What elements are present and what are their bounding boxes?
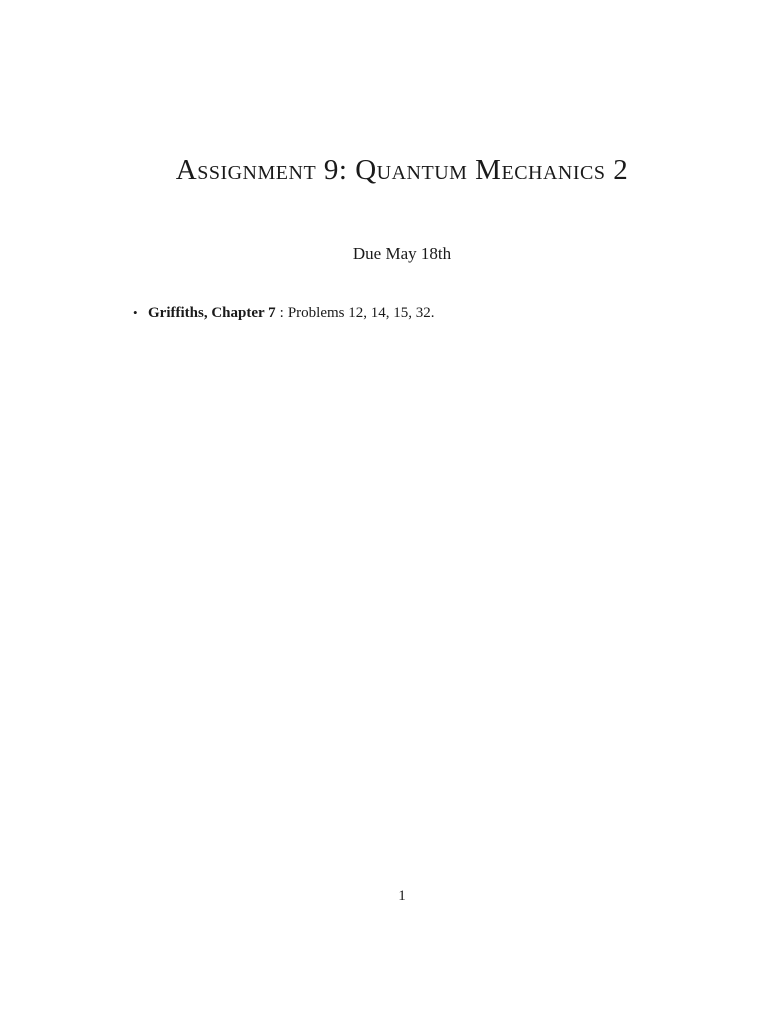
assignment-list — [133, 303, 434, 323]
item-source: Griffiths, Chapter 7 — [148, 305, 276, 321]
list-item — [133, 303, 434, 323]
document-title: Assignment 9: Quantum Mechanics 2 — [175, 154, 629, 186]
item-text: Problems 12, 14, 15, 32. — [287, 305, 435, 321]
due-date: Due May 18th — [352, 244, 452, 263]
page-number: 1 — [398, 888, 406, 904]
bullet-icon: • — [133, 305, 138, 320]
item-separator: : — [279, 305, 284, 321]
